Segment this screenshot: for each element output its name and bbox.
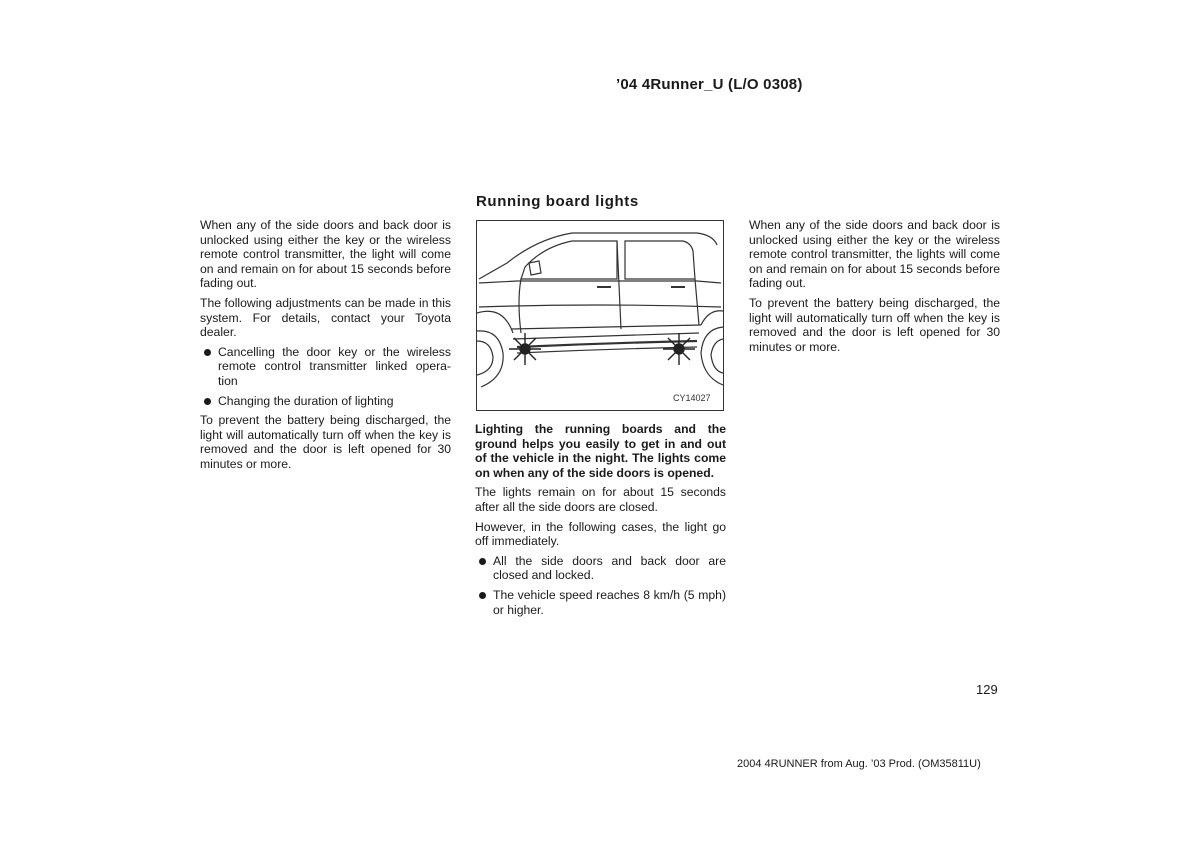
figure-code-label: CY14027 <box>673 393 711 403</box>
left-paragraph-1: When any of the side doors and back door is unlocked using either the key or the wireless remote control transmitter, the light will come on and remain on for about 15 seconds before fading out. <box>200 218 451 291</box>
left-bullet-2 <box>200 394 451 409</box>
bullet-icon <box>200 345 218 389</box>
bullet-icon <box>475 588 493 617</box>
document-footer: 2004 4RUNNER from Aug. ’03 Prod. (OM35811U) <box>737 758 981 770</box>
bullet-icon <box>475 554 493 583</box>
right-paragraph-1: When any of the side doors and back door is unlocked using either the key or the wireless remote control transmitter, the lights will come on and remain on for about 15 seconds before fading out. <box>749 218 1000 291</box>
document-header: ’04 4Runner_U (L/O 0308) <box>616 76 803 93</box>
middle-paragraph-1: The lights remain on for about 15 seconds after all the side doors are closed. <box>475 485 726 514</box>
middle-bullet-2 <box>475 588 726 617</box>
middle-bullet-2-text: The vehicle speed reaches 8 km/h (5 mph) or higher. <box>493 587 726 617</box>
bold-caption: Lighting the running boards and the ground helps you easily to get in and out of the vehicle in the night. The lights come on when any of the side doors is opened. <box>475 422 726 480</box>
running-board-illustration <box>476 220 724 411</box>
middle-bullet-1-text: All the side doors and back door are closed and locked. <box>493 553 726 583</box>
left-bullet-1-text: Cancelling the door key or the wireless remote control transmitter linked opera- tion <box>218 344 451 388</box>
left-bullet-1 <box>200 345 451 389</box>
right-column <box>749 218 1000 359</box>
right-paragraph-2: To prevent the battery being discharged, the light will automatically turn off when the key is removed and the door is left opened for 30 minutes or more. <box>749 295 1000 354</box>
vehicle-side-view-drawing <box>477 221 723 410</box>
middle-bullet-1 <box>475 554 726 583</box>
left-bullet-2-text: Changing the duration of lighting <box>218 393 394 408</box>
left-paragraph-3: To prevent the battery being discharged, the light will automatically turn off when the key is removed and the door is left opened for 30 minutes or more. <box>200 413 451 471</box>
middle-column <box>475 422 726 622</box>
left-paragraph-2: The following adjustments can be made in this system. For details, contact your Toyota dealer. <box>200 295 451 340</box>
bullet-icon <box>200 394 218 409</box>
middle-paragraph-2: However, in the following cases, the light go off immediately. <box>475 519 726 549</box>
left-column <box>200 218 451 477</box>
section-title: Running board lights <box>476 193 639 210</box>
page-number: 129 <box>976 682 998 697</box>
